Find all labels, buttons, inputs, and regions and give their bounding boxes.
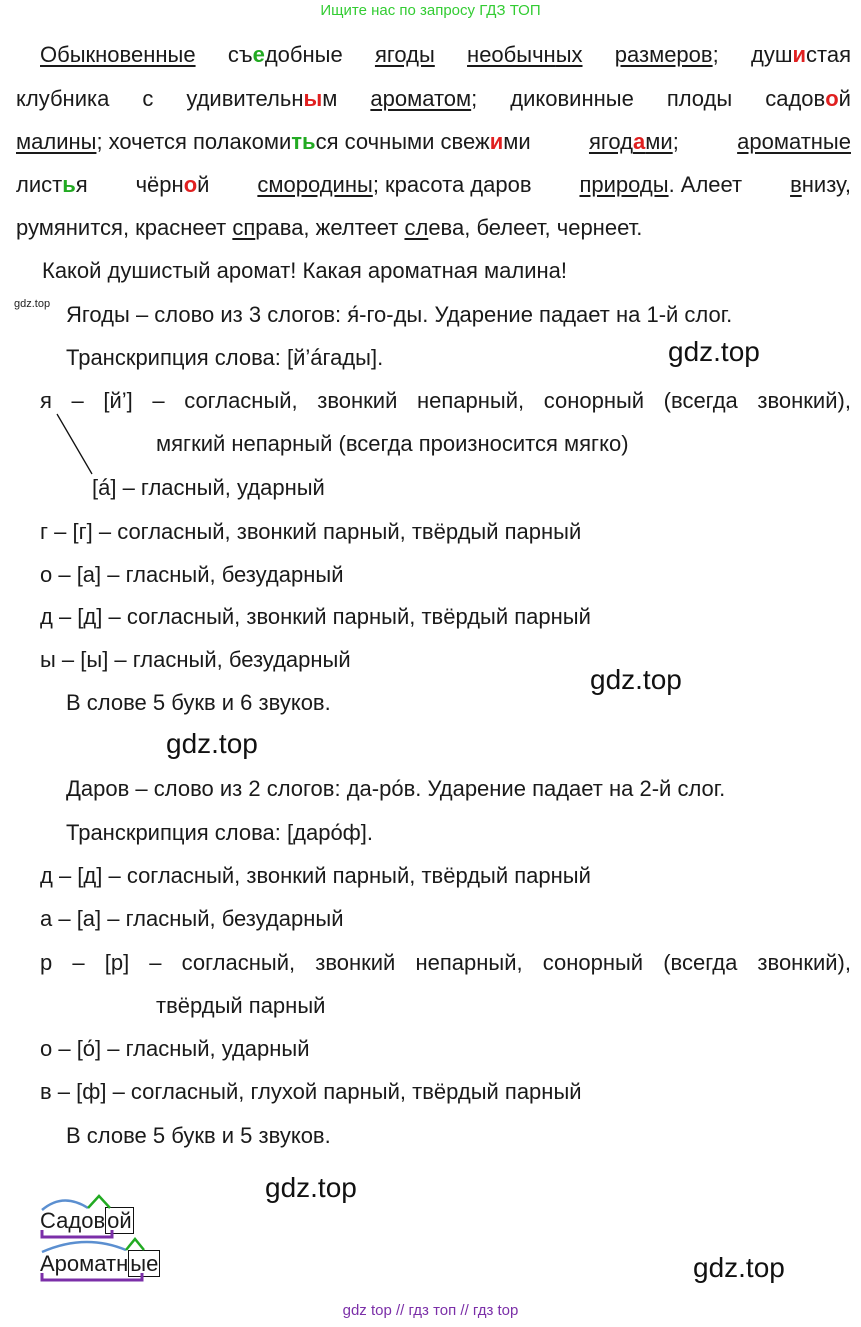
- watermark: gdz.top: [693, 1252, 785, 1283]
- word: смородины; красота даров: [257, 172, 532, 197]
- yagody-row-o: о – [а] – гласный, безударный: [40, 562, 344, 587]
- syllable-connector-line: [57, 414, 92, 474]
- top-banner: Ищите нас по запросу ГДЗ ТОП: [320, 2, 541, 19]
- word: ароматом;: [370, 86, 478, 111]
- stem-bracket: [42, 1230, 112, 1237]
- root-arc: [42, 1200, 88, 1210]
- darov-row-v: в – [ф] – согласный, глухой парный, твёрдый парный: [40, 1079, 582, 1104]
- text-line-5: румянится, краснеет справа, желтеет слева, белеет, чернеет.: [16, 215, 643, 240]
- yagody-transcription: Транскрипция слова: [й’áгады].: [66, 345, 384, 370]
- yagody-row-ya-cont: мягкий непарный (всегда произносится мягко): [156, 431, 629, 456]
- word: плоды: [666, 86, 733, 111]
- word: с: [142, 86, 154, 111]
- suffix-mark: [88, 1196, 110, 1208]
- ending-box: ой: [107, 1208, 132, 1233]
- morpheme-aromatnye: Ароматные: [40, 1251, 159, 1276]
- watermark: gdz.top: [590, 664, 682, 695]
- word: листья: [16, 172, 88, 197]
- darov-row-r-cont: твёрдый парный: [156, 993, 326, 1018]
- watermark: gdz.top: [668, 336, 760, 367]
- yagody-row-g: г – [г] – согласный, звонкий парный, твёрдый парный: [40, 519, 582, 544]
- word: чёрной: [135, 172, 210, 197]
- suffix-mark: [126, 1239, 144, 1250]
- darov-row-r: р – [р] – согласный, звонкий непарный, сонорный (всегда звонкий),: [40, 950, 851, 975]
- word: Обыкновенные: [40, 42, 196, 67]
- word: внизу,: [790, 172, 851, 197]
- watermark: gdz.top: [166, 728, 258, 759]
- watermark-small: gdz.top: [14, 298, 51, 310]
- darov-row-d: д – [д] – согласный, звонкий парный, твёрдый парный: [40, 863, 591, 888]
- yagody-syllables: Ягоды – слово из 3 слогов: я́-го-ды. Ударение падает на 1-й слог.: [66, 302, 733, 327]
- word: размеров;: [614, 42, 719, 67]
- yagody-row-d: д – [д] – согласный, звонкий парный, твёрдый парный: [40, 604, 591, 629]
- darov-transcription: Транскрипция слова: [даро́ф].: [66, 820, 374, 845]
- word: малины; хочется полакомиться сочными свежими: [16, 129, 531, 154]
- word: природы. Алеет: [579, 172, 743, 197]
- bottom-banner: gdz top // гдз топ // гдз top: [342, 1302, 519, 1319]
- darov-syllables: Даров – слово из 2 слогов: да-ро́в. Ударение падает на 2-й слог.: [66, 776, 726, 801]
- yagody-row-y: ы – [ы] – гласный, безударный: [40, 647, 351, 672]
- text-line-6: Какой душистый аромат! Какая ароматная малина!: [42, 258, 567, 283]
- stem-bracket: [42, 1273, 142, 1280]
- word: диковинные: [510, 86, 634, 111]
- word: удивительным: [186, 86, 338, 111]
- word: ароматные: [737, 129, 851, 154]
- word: ягоды: [374, 42, 435, 67]
- root-arc: [42, 1242, 126, 1252]
- morpheme-sadovoy: Садовой: [40, 1208, 132, 1233]
- darov-count: В слове 5 букв и 5 звуков.: [66, 1123, 331, 1148]
- watermark: gdz.top: [265, 1172, 357, 1203]
- ending-box: ые: [130, 1251, 159, 1276]
- yagody-row-a: [á] – гласный, ударный: [92, 475, 325, 500]
- darov-row-a: а – [а] – гласный, безударный: [40, 906, 344, 931]
- word: душистая: [750, 42, 851, 67]
- darov-row-o: о – [о́] – гласный, ударный: [40, 1036, 310, 1061]
- word: садовой: [765, 86, 851, 111]
- yagody-count: В слове 5 букв и 6 звуков.: [66, 690, 331, 715]
- word: съедобные: [227, 42, 343, 67]
- yagody-row-ya: я – [й’] – согласный, звонкий непарный, сонорный (всегда звонкий),: [40, 388, 851, 413]
- word: клубника: [16, 86, 110, 111]
- word: необычных: [467, 42, 583, 67]
- word: ягодами;: [588, 129, 679, 154]
